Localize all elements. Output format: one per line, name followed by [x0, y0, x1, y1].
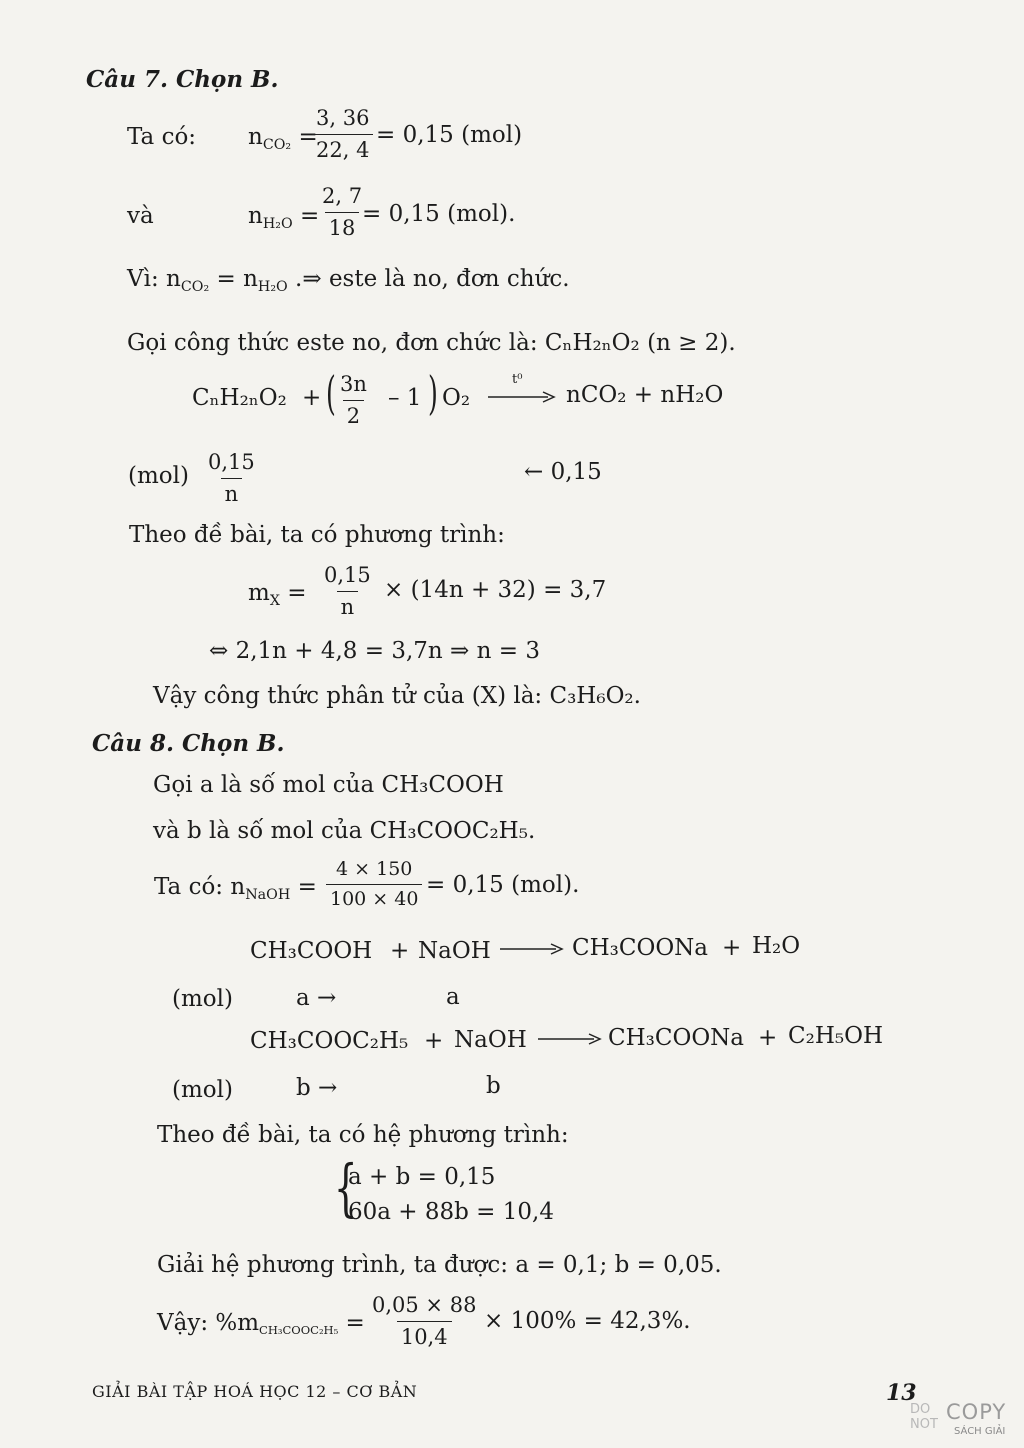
cau8-mol1-right: a [446, 984, 460, 1010]
cau7-mol-frac: $\frac{0,15}{n}$ [208, 450, 255, 506]
cau7-products: nCO₂ + nH₂O [566, 382, 724, 408]
cau7-mol-arrow: ← 0,15 [524, 459, 602, 485]
cau8-naoh-rhs: = 0,15 (mol). [426, 872, 580, 898]
cau7-line2-rhs: = 0,15 (mol). [362, 201, 516, 227]
cau8-system-eq1: a + b = 0,15 [348, 1164, 496, 1190]
reaction-arrow-icon [538, 1032, 602, 1046]
cau8-r1-product2: H₂O [752, 933, 801, 959]
cau7-conclusion: Vậy công thức phân tử của (X) là: C₃H₆O₂. [153, 683, 641, 709]
cau7-condition: t⁰ [512, 372, 523, 387]
cau7-mx: $m_X$ = [248, 580, 307, 609]
left-paren-icon: ( [326, 366, 336, 420]
right-paren-icon: ) [428, 366, 438, 420]
cau7-frac-h2o: $\frac{2, 7}{18}$ [322, 184, 363, 240]
cau7-heading: Câu 7. Chọn B. [86, 66, 279, 93]
cau7-reactant: CₙH₂ₙO₂ [192, 385, 287, 411]
cau7-line4: Gọi công thức este no, đơn chức là: CₙH₂ₙO₂ (n ≥ 2). [127, 330, 736, 356]
cau7-mx-frac: $\frac{0,15}{n}$ [324, 563, 371, 619]
cau8-heading: Câu 8. Chọn B. [92, 730, 285, 757]
cau7-mol-label: (mol) [128, 463, 189, 489]
cau8-r2-product1: CH₃COONa [608, 1025, 745, 1051]
cau7-nh2o: $n_{H_2O}$ = [248, 203, 320, 232]
cau7-frac-co2: $\frac{3, 36}{22, 4}$ [312, 108, 373, 161]
cau8-naoh: Ta có: $n_{NaOH}$ = [154, 874, 317, 903]
cau8-mol1-left: a → [296, 985, 337, 1011]
cau7-o2: O₂ [442, 385, 471, 411]
reaction-arrow-icon [500, 942, 564, 956]
cau7-solve: ⇔ 2,1n + 4,8 = 3,7n ⇒ n = 3 [209, 638, 540, 664]
cau8-r1-plus1: + [390, 938, 410, 964]
cau7-plus: + [302, 385, 322, 411]
cau8-final-label: Vậy: $\%m_{CH_3COOC_2H_5}$ = [157, 1310, 365, 1338]
cau8-r1-reactant2: NaOH [418, 938, 491, 964]
cau8-system-eq2: 60a + 88b = 10,4 [348, 1199, 554, 1225]
cau8-line1: Gọi a là số mol của CH₃COOH [153, 772, 504, 798]
cau7-line1-label: Ta có: [127, 124, 197, 150]
cau8-mol2-left: b → [296, 1075, 338, 1101]
footer-title: GIẢI BÀI TẬP HOÁ HỌC 12 – CƠ BẢN [92, 1382, 418, 1401]
cau8-mol2-label: (mol) [172, 1077, 233, 1103]
cau7-coef-frac: $\frac{3n}{2}$ [340, 372, 367, 428]
cau8-naoh-frac: $\frac{4 \times 150}{100 \times 40}$ [326, 860, 422, 909]
cau8-r2-reactant1: CH₃COOC₂H₅ [250, 1028, 409, 1054]
cau8-line4: Giải hệ phương trình, ta được: a = 0,1; b = 0,05. [157, 1252, 722, 1278]
cau8-r1-product1: CH₃COONa [572, 935, 709, 961]
cau8-mol2-right: b [486, 1073, 501, 1099]
cau8-line2: và b là số mol của CH₃COOC₂H₅. [153, 818, 536, 844]
cau8-r2-reactant2: NaOH [454, 1027, 527, 1053]
cau7-line5: Theo đề bài, ta có phương trình: [129, 522, 505, 548]
cau7-line2-label: và [127, 203, 154, 229]
watermark-logo: DO NOT COPY SÁCH GIẢI [910, 1400, 1007, 1437]
cau8-final-rhs: × 100% = 42,3%. [484, 1308, 691, 1334]
cau8-final-frac: $\frac{0,05 \times 88}{10,4}$ [372, 1293, 477, 1349]
cau7-line1-rhs: = 0,15 (mol) [376, 122, 523, 148]
cau7-nco2: $n_{CO_2}$ = [248, 124, 318, 153]
cau8-mol1-label: (mol) [172, 986, 233, 1012]
cau8-r1-plus2: + [722, 935, 742, 961]
page-number: 13 [886, 1380, 917, 1406]
cau7-coef-minus: – 1 [388, 385, 422, 411]
reaction-arrow-icon [488, 390, 556, 404]
cau7-line3: Vì: $n_{CO_2} = n_{H_2O}$ .⇒ este là no, đơn chức. [127, 266, 570, 295]
cau8-r1-reactant1: CH₃COOH [250, 938, 373, 964]
cau8-r2-plus1: + [424, 1028, 444, 1054]
cau8-r2-product2: C₂H₅OH [788, 1023, 884, 1049]
cau8-line3: Theo đề bài, ta có hệ phương trình: [157, 1122, 569, 1148]
cau8-r2-plus2: + [758, 1025, 778, 1051]
left-brace-icon: { [333, 1151, 358, 1224]
cau7-mx-rhs: × (14n + 32) = 3,7 [384, 577, 607, 603]
